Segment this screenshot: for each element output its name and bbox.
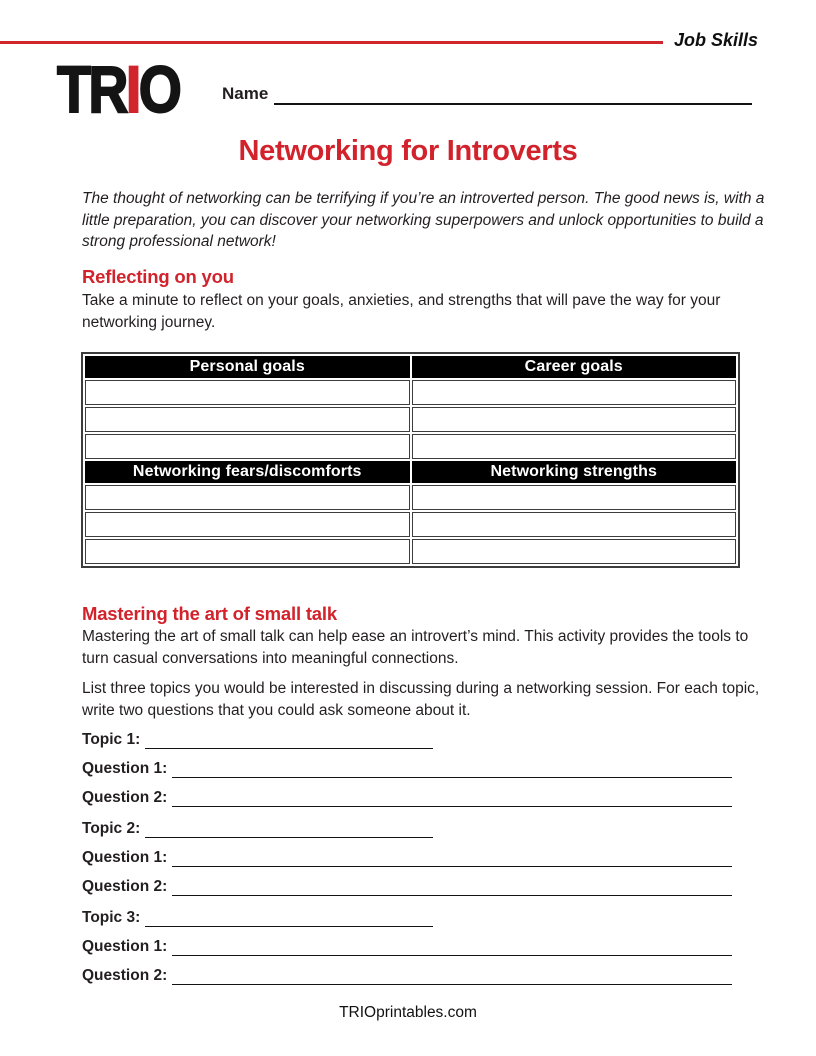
table-row <box>85 434 736 459</box>
table-header-personal-goals: Personal goals <box>85 356 410 378</box>
topic-label: Topic 3: <box>82 909 141 926</box>
table-cell-blank <box>85 512 410 537</box>
footer-site-url: TRIOprintables.com <box>339 1004 477 1021</box>
topic-label: Topic 2: <box>82 820 141 837</box>
table-header-networking-strengths: Networking strengths <box>412 461 737 483</box>
category-label: Job Skills <box>673 30 758 50</box>
question-label: Question 1: <box>82 760 168 777</box>
section-heading-smalltalk: Mastering the art of small talk <box>82 603 337 624</box>
body-line: networking journey. <box>82 313 216 331</box>
body-line: write two questions that you could ask someone about it. <box>82 701 471 719</box>
table-cell-blank <box>412 539 737 564</box>
topic-block-3 <box>82 907 732 986</box>
table-header-career-goals: Career goals <box>412 356 737 378</box>
question-label: Question 2: <box>82 967 168 984</box>
table-cell-blank <box>85 407 410 432</box>
logo-part-o: O <box>138 52 180 126</box>
question-write-line <box>172 876 732 896</box>
question-row <box>82 936 732 957</box>
question-write-line <box>172 936 732 956</box>
page-title: Networking for Introverts <box>238 135 578 167</box>
table-cell-blank <box>412 434 737 459</box>
body-line: Take a minute to reflect on your goals, anxieties, and strengths that will pave the way for your <box>82 292 721 309</box>
reflection-table <box>81 352 740 568</box>
table-row <box>85 539 736 564</box>
intro-line: The thought of networking can be terrifying if you’re an introverted person. The good news is, with a <box>82 190 765 207</box>
question-row <box>82 758 732 779</box>
question-label: Question 1: <box>82 849 168 866</box>
topic-write-line <box>145 907 433 927</box>
table-cell-blank <box>85 434 410 459</box>
table-cell-blank <box>412 485 737 510</box>
body-line: turn casual conversations into meaningful connections. <box>82 649 459 667</box>
table-row <box>85 407 736 432</box>
topic-row <box>82 729 732 750</box>
table-cell-blank <box>85 485 410 510</box>
reflecting-body <box>82 290 752 333</box>
table-header-row <box>85 356 736 378</box>
name-field-row <box>222 84 752 106</box>
trio-logo <box>57 52 180 126</box>
question-row <box>82 847 732 868</box>
table-cell-blank <box>412 380 737 405</box>
topic-write-line <box>145 818 433 838</box>
table-row <box>85 512 736 537</box>
question-write-line <box>172 758 732 778</box>
topic-row <box>82 907 732 928</box>
table-cell-blank <box>412 407 737 432</box>
topic-row <box>82 818 732 839</box>
name-label: Name <box>222 84 269 103</box>
table-cell-blank <box>85 380 410 405</box>
question-label: Question 1: <box>82 938 168 955</box>
smalltalk-body-1 <box>82 626 752 669</box>
header-red-rule <box>0 41 663 44</box>
question-write-line <box>172 847 732 867</box>
table-row <box>85 485 736 510</box>
topic-write-line <box>145 729 433 749</box>
question-label: Question 2: <box>82 878 168 895</box>
logo-part-tr: TR <box>57 52 126 126</box>
table-header-networking-fears: Networking fears/discomforts <box>85 461 410 483</box>
question-row <box>82 965 732 986</box>
table-cell-blank <box>85 539 410 564</box>
table-row <box>85 380 736 405</box>
question-write-line <box>172 965 732 985</box>
intro-line: strong professional network! <box>82 233 276 250</box>
table-header-row <box>85 461 736 483</box>
topic-block-1 <box>82 729 732 808</box>
name-write-line <box>274 84 752 105</box>
question-row <box>82 787 732 808</box>
section-heading-reflecting: Reflecting on you <box>82 266 234 287</box>
topic-block-2 <box>82 818 732 897</box>
body-line: List three topics you would be interested in discussing during a networking session. For each topic, <box>82 680 760 697</box>
table-cell-blank <box>412 512 737 537</box>
question-label: Question 2: <box>82 789 168 806</box>
question-row <box>82 876 732 897</box>
smalltalk-body-2 <box>82 678 760 721</box>
question-write-line <box>172 787 732 807</box>
intro-paragraph <box>82 188 765 253</box>
topics-section <box>82 729 732 996</box>
logo-part-i: I <box>125 52 139 126</box>
intro-line: little preparation, you can discover your networking superpowers and unlock opportunities to build a <box>82 211 764 229</box>
body-line: Mastering the art of small talk can help ease an introvert’s mind. This activity provides the tools to <box>82 628 749 645</box>
topic-label: Topic 1: <box>82 731 141 748</box>
